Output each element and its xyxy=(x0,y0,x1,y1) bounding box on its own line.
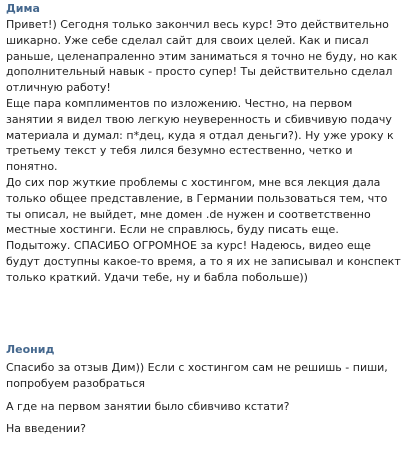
text-line: Спасибо за отзыв Дим)) Если с хостингом сам не решишь - пиши, xyxy=(6,361,388,374)
text-line: На введении? xyxy=(6,422,86,436)
author-name[interactable]: Леонид xyxy=(6,343,55,356)
text-line: раньше, целенапраленно этим заниматься я точно не буду, но как xyxy=(6,49,398,63)
text-line: ты описал, не выйдет, мне домен .de нужен и соответственно xyxy=(6,207,371,221)
text-line: только краткий. Удачи тебе, ну и бабла побольше)) xyxy=(6,270,308,284)
text-line: Еще пара комплиментов по изложению. Честно, на первом xyxy=(6,96,353,110)
text-line: местные хостинги. Если не справлюсь, буду писать еще. xyxy=(6,223,339,237)
text-line: До сих пор жуткие проблемы с хостингом, мне вся лекция дала xyxy=(6,175,381,189)
paragraph xyxy=(6,421,404,437)
text-line: шикарно. Уже себе сделал сайт для своих целей. Как и писал xyxy=(6,33,369,47)
comment-post xyxy=(6,343,404,444)
author-name[interactable]: Дима xyxy=(6,2,40,15)
text-line: Подытожу. СПАСИБО ОГРОМНОЕ за курс! Надеюсь, видео еще xyxy=(6,239,371,253)
text-line: будут доступны какое-то время, а то я их не записывал и конспект xyxy=(6,254,401,268)
text-line: попробуем разобраться xyxy=(6,376,146,390)
paragraph xyxy=(6,360,404,392)
text-line: отличную работу! xyxy=(6,81,111,95)
comment-text xyxy=(6,17,404,286)
text-line: понятно. xyxy=(6,160,58,174)
text-line: материала и думал: п*дец, куда я отдал деньги?). Ну уже уроку к xyxy=(6,128,394,142)
text-line: А где на первом занятии было сбивчиво кстати? xyxy=(6,399,290,413)
text-line: только общее представление, в Германии пользоваться тем, что xyxy=(6,191,388,205)
text-line: Привет!) Сегодня только закончил весь курс! Это действительно xyxy=(6,18,389,31)
text-line: дополнительный навык - просто супер! Ты действительно сделал xyxy=(6,65,393,79)
text-line: третьему текст у тебя лился безумно естественно, четко и xyxy=(6,144,353,158)
comment-text xyxy=(6,360,404,437)
paragraph xyxy=(6,399,404,415)
comment-thread xyxy=(6,2,404,436)
comment-post xyxy=(6,2,404,286)
text-line: занятии я видел твою легкую неуверенность и сбивчивую подачу xyxy=(6,112,392,126)
